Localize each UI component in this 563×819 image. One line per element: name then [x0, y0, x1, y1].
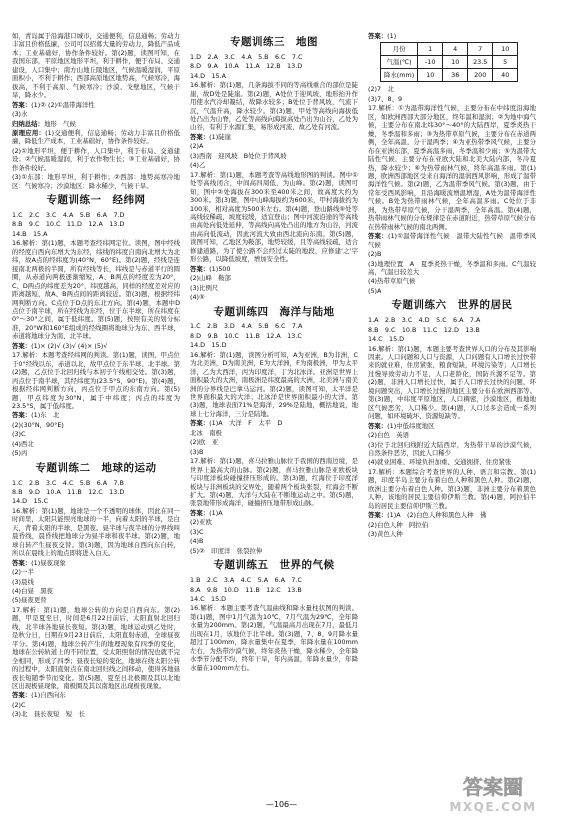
answer-line	[368, 232, 536, 249]
answer-line: (5)② 印度洋 张裂拉伸	[190, 546, 263, 555]
answer-key-row: 8.B 9.C 10.C 11.D 12.A 13.D	[12, 220, 125, 229]
answer-text: (1)	[387, 32, 397, 40]
paragraph: (3)①东部：地形平坦，利于耕作；②西部：地势高寒冷地区：气候寒冷；沙漠地区：降水稀少，气候干旱。	[12, 173, 180, 190]
climate-table	[380, 42, 518, 82]
page-number: —106—	[265, 800, 298, 809]
answer-line: (2)7 北	[368, 85, 394, 94]
answer-key-row: 1.A 2.B 3.C 4.D 5.C 6.A 7.A	[368, 316, 481, 325]
answer-line: (5)A	[368, 286, 382, 295]
answer-text: (1)× (2)√ (3)√ (4)× (5)√	[31, 341, 108, 350]
section-heading: 专题训练一 经纬网	[46, 194, 146, 207]
answer-line	[12, 691, 180, 699]
answer-key-row: 14.D 15.A	[190, 71, 227, 80]
answer-key-row: 14.B 15.A	[12, 229, 48, 238]
answer-key-row: 14.C 15.D	[368, 335, 405, 344]
answer-line: (3)比例尺	[190, 283, 219, 292]
table-cell: 1	[418, 43, 443, 56]
answer-line	[190, 419, 358, 427]
answer-text: (1)东 北	[31, 411, 60, 420]
answer-line: 北冰 南极	[190, 428, 222, 437]
watermark-text: 答案圈	[463, 775, 523, 799]
answer-line: (4)西北	[12, 439, 34, 448]
analysis-paragraph: 17.解析：第(1)题，喜马拉雅山脉位于我国的西南边境，是世界上最高大的山脉。第(2)题，喜马拉雅山脉是亚欧板块与印度洋板块碰撞挤压形成的。第(3)题，红海位于印度洋板块与非洲板块的交界处，随着两个板块张裂，红海会不断扩大。第(4)题，大洋与大陆在不断地运动之中。第(5)题，张裂地带形成海洋，碰撞挤压地带形成山脉。	[190, 457, 358, 508]
answer-line: (2)B	[368, 250, 382, 259]
answer-key-row: 1.C 2.B 3.C 4.C 5.B 6.A 7.B	[12, 478, 124, 487]
answer-label: 答案：	[368, 511, 388, 520]
answer-line	[190, 509, 358, 517]
answer-line	[12, 411, 180, 419]
answer-label: 答案：	[12, 411, 32, 420]
answer-label: 答案：	[12, 100, 32, 109]
answer-line: (4)⑤	[190, 293, 205, 302]
table-cell: 10	[493, 43, 518, 56]
summary-label: 归纳总结：	[12, 119, 44, 128]
answer-label: 答案：	[190, 419, 210, 428]
answer-label: 答案：	[190, 132, 210, 141]
answer-line: (5)昼夜更替	[12, 596, 47, 605]
answer-line	[12, 559, 180, 567]
answer-label: 答案：	[190, 264, 210, 273]
table-cell: 降水(mm)	[381, 69, 418, 82]
analysis-paragraph: 17.解析：本题综合考查世界的人种、语言和宗教。第(1)题，印度半岛主要分布着白色人种和黑色人种。第(2)题，欧洲主要分布着白色人种。第(3)题，非洲主要分布着黑色人种，该地的居民主要信仰伊斯兰教。第(4)题，阿拉伯半岛的居民主要信仰伊斯兰教。	[368, 467, 536, 510]
answer-line: (5)丙	[12, 449, 28, 458]
principle-text: (1)交通便利，信息通畅；劳动力丰富且价格低廉，降低生产成本，工业基础好，协作条件较好。	[12, 128, 181, 146]
answer-label: 答案：	[12, 341, 32, 350]
section-heading: 专题训练五 世界的气候	[213, 559, 335, 572]
answer-line	[12, 101, 180, 109]
answer-text: (1)② (2)①温带海洋性	[31, 100, 95, 109]
answer-label: 答案：	[190, 508, 210, 517]
analysis-paragraph: 16.解析：第(1)题，几条海拔不同的等高线重合的部位是陡崖，故D处是陡崖。第(2)题，A处位于迎风坡，地形抬升作用使水汽冷却凝结，故降水较多；B处位于背风坡，气流下沉，气温升高，降水较少。第(3)题，甲处等高线向海拔低处凸出为山脊，乙处等高线向海拔高处凸出为山谷，乙处为山谷，有利于水源汇集，易形成河流，故乙处有河流。	[190, 81, 358, 132]
answer-line	[12, 342, 180, 350]
summary-line	[12, 120, 180, 128]
answer-text: (1)陡崖	[209, 132, 232, 141]
answer-line	[368, 32, 536, 40]
table-cell: 5	[493, 56, 518, 69]
summary-text: 地形 气候	[43, 119, 76, 128]
section-heading: 专题训练二 地球的运动	[35, 461, 157, 474]
table-row	[381, 43, 518, 56]
answer-key-row: 1.B 2.C 3.A 4.C 5.A 6.A 7.C	[190, 576, 302, 585]
answer-line: (3)地理位置 A 夏季炎热干燥，冬季温和多雨。C气温较高，气温日较差大	[368, 259, 536, 276]
answer-key-row: 8.D 9.A 10.A 11.A 12.B 13.D	[190, 62, 303, 71]
answer-text: (1)A	[209, 508, 223, 517]
answer-line	[368, 511, 536, 519]
answer-key-row: 8.B 9.C 10.B 11.C 12.D 13.B	[368, 325, 480, 334]
analysis-paragraph: 17.解析：①为温带海洋性气候，主要分布在中纬度沿海地区，如欧洲西部大部分地区，终年温和湿润；②为地中海气候，主要分布在南北纬30°～40°的大陆西岸，夏季炎热干燥，冬季温和多雨；③为热带草原气候，主要分布在赤道两侧，全年高温，分干湿两季；④为亚热带季风气候，主要分布在亚洲东部，夏季高温多雨，冬季温和少雨；⑤为温带大陆性气候，主要分布在亚欧大陆和北美大陆内部，冬冷夏热，降水较少；⑥为热带雨林气候，终年高温多雨。第(1)题，欧洲西部地区受来自海洋的湿润西风影响，形成了温带海洋性气候。第(2)题，乙为温带季风气候。第(3)题，由于常年受西风影响，且沿海暖流增温增湿，A处为温带海洋性气候。B处为热带雨林气候，全年高温多雨。C处位于非洲，为热带草原气候，分干湿两季，全年高温。第(4)题，热带雨林气候的分布规律是在赤道附近，热带草原气候分布在热带雨林气候的南北两侧。	[368, 104, 536, 231]
paragraph: (2)①地形平坦，便于耕作，人口集中，利于布局、交通建设；②气候温暖湿润，利于农作物生长；③工业基础好，协作条件较好。	[12, 146, 180, 172]
answer-line: (2)一半	[12, 568, 34, 577]
table-cell: 月份	[381, 43, 418, 56]
answer-line: (2)C	[12, 700, 26, 709]
answer-key-row: 8.D 9.B 10.C 11.B 12.A 13.C	[190, 331, 302, 340]
table-cell: 200	[468, 69, 493, 82]
watermark-url: MXQE.COM	[449, 800, 537, 814]
principle-line	[12, 129, 180, 146]
answer-text: (1)500	[209, 264, 231, 273]
answer-line: (4)白昼 黑夜	[12, 587, 54, 595]
analysis-paragraph: 16.解析：第(1)题，地球是一个不透明的球体，因此在同一时间里，太阳只能照亮地球的一半，向着太阳的半球，是白天，背着太阳的半球，是黑夜。昼半球与夜半球的分界线叫晨昏线，晨昏线把地球分为昼半球和夜半球。第(2)题，地球自转产生昼夜交替。第(3)题，因为地球自西向东自转，所以在晨线上的地点即将进入白天。	[12, 506, 180, 558]
answer-label: 答案：	[368, 421, 388, 430]
watermark-logo	[428, 772, 558, 816]
answer-line: (4)乙	[190, 161, 206, 170]
analysis-paragraph: 17.解析：第(1)题，地球公转的方向是自西向东。第(2)题，甲是夏至日，时间是6月22日前后，太阳直射北回归线，北半球各地昼长夜短。第(3)题，地球运动到乙处时，是秋分日，日期在9月23日前后，太阳直射赤道，全球昼夜平分。第(4)题，地球公转产生的地理现象有四季的变化，地球在公转轨道上的不同位置，受太阳照射的情况也就不完全相同，形成了四季；昼夜长短的变化，地球在绕太阳公转的过程中，太阳直射点在南北回归线之间移动，使得各地昼夜长短随季节而变化。第(5)题，夏至日北极圈及其以北地区出现极昼现象，南极圈及其以南地区出现极夜现象。	[12, 605, 180, 690]
answer-label: 答案：	[368, 232, 388, 241]
table-cell: 10	[418, 69, 443, 82]
table-cell: 气温(℃)	[381, 56, 418, 69]
table-cell: 10	[443, 56, 468, 69]
answer-line: (3)黄色人种	[368, 530, 403, 539]
answer-line	[368, 422, 536, 430]
table-cell: -10	[418, 56, 443, 69]
answer-key-row: 14.C 15.D	[190, 594, 227, 603]
principle-label: 原理应用：	[12, 128, 46, 137]
column-middle	[190, 32, 358, 673]
column-right	[368, 32, 536, 540]
answer-line: (3)位于北回归线附近大陆西岸，为热带干旱的沙漠气候，自然条件恶劣，因此人口稀少	[368, 440, 536, 457]
table-cell: 40	[493, 69, 518, 82]
answer-line: (2)A	[190, 142, 204, 151]
answer-line: (3)C	[190, 527, 204, 536]
section-heading: 专题训练六 世界的居民	[391, 299, 513, 312]
table-cell: 4	[443, 43, 468, 56]
analysis-paragraph: 16.解析：本题主要考查气温曲线和降水量柱状图的判读。第(1)题，图中1月气温为10℃，7月气温为29℃，全年降水量为200mm。第(2)题，气温最高月出现在7月，最低月出现在1月，该地位于北半球。第(3)题，7、8、9月降水量超过了100mm，降水量集中在夏季，年降水量在100mm左右，为热带沙漠气候，终年炎热干燥，降水稀少，全年降水季节分配不均，终年干旱，年内高温，年降水量少，年降水量在100mm左右。	[190, 604, 358, 672]
answer-line: (3)西南 迎风坡 B处位于背风坡	[190, 151, 287, 160]
answer-key-row: 1.C 2.B 3.D 4.A 5.B 6.C 7.A	[190, 322, 303, 331]
answer-key-row: 8.A 9.B 10.D 11.B 12.C 13.B	[190, 585, 302, 594]
section-heading: 专题训练四 海洋与陆地	[213, 305, 335, 318]
answer-key-row: 8.B 9.D 10.A 11.B 12.C 13.D	[12, 488, 125, 497]
analysis-paragraph: 17.解析：第(1)题，本题考查等高线地形图的判读。图中①处等高线闭合，中间高四周低，为山峰。第(2)题，读图可知，图中②处海拔在300米至400米之间，故高度大约为300米。第(3)题，图中山峰海拔约为600米，甲村海拔约为100米，相对高度为500米左右。第(4)题，登山路线⑤处等高线较稀疏，坡度较缓，适宜登山；图中河流沿途的等高线由高处向低处延伸，等高线向高处凸出的地方为山谷，河流由高向低流动，因此河流大致由西北流向东南。第(5)题，读图可知，乙地区为鞍部，地势较缓，且等高线较疏，适合修建道路，为了使公路不会经过太陡的地段，应修建'之'字形公路，以降低坡度，增加安全性。	[190, 170, 358, 264]
answer-line: (3)北 昼长夜短 短 长	[12, 710, 85, 719]
answer-line: (3)B	[190, 447, 204, 456]
answer-text: (1)中低纬度地区	[387, 421, 435, 430]
answer-line: (4)热带草原气候	[368, 277, 416, 286]
answer-text: (1)A 大洋 F 太平 D	[209, 419, 283, 428]
answer-line: (2)白色 英语	[368, 431, 410, 440]
section-heading: 专题训练三 地图	[230, 36, 318, 48]
answer-label: 答案：	[12, 691, 32, 700]
answer-text: (1)昼夜现象	[31, 558, 66, 567]
answer-line: (2)亚欧	[190, 518, 212, 527]
answer-text: (1)A (2)白色人种和黑色人种 佛	[387, 511, 487, 520]
answer-line: (2)欧 亚	[190, 438, 219, 447]
analysis-paragraph: 16.解析：第(1)题，读图分析可知，A为亚洲，B为非洲，C为北美洲，D为南美洲，E为大洋洲，F为南极洲，甲为太平洋，乙为大西洋，丙为印度洋，丁为北冰洋。亚洲是世界上面积最大的大洲，南极洲是纬度最高的大洲，北美洲与南美洲的分界线是巴拿马运河。第(2)题，读图可知，太平洋是世界面积最大的大洋；北冰洋是世界面积最小的大洋。第(3)题，地球表面71%是海洋，29%是陆地，概括地说，地球上七分海洋，三分是陆地。	[190, 350, 358, 418]
answer-text: (1)自西向东	[31, 691, 66, 700]
answer-label: 答案：	[368, 32, 388, 40]
answer-text: (1)①温带海洋性气候 温带大陆性气候 温带季风气候	[368, 232, 537, 249]
answer-line	[190, 265, 358, 273]
answer-key-row: 1.C 2.C 3.C 4.A 5.B 6.A 7.D	[12, 211, 125, 220]
answer-line	[190, 133, 358, 141]
answer-line: (3)7、8、9	[368, 94, 403, 103]
column-left	[12, 32, 180, 720]
answer-label: 答案：	[12, 558, 32, 567]
table-cell: 7	[468, 43, 493, 56]
analysis-paragraph: 17.解析：本题考查经纬网的判读。第(1)题，读图，甲点位于0°经线以东，赤道以北，故甲点位于东半球、北半球。第(2)题，乙点位于北回归线与本初子午线相交处。第(3)题，丙点位于南半球，其经纬度为(23.5°S，90°E)。第(4)题，根据经纬网判断方向，丙点位于甲点的东南方向。第(5)题，甲点纬度为30°N，属于中纬度；丙点的纬度为23.5°S，属于低纬度。	[12, 351, 180, 410]
answer-line: (4)B	[190, 537, 204, 546]
analysis-paragraph: 16.解析：第(1)题，本题主要考查世界人口的分布及其影响因素。人口问题和人口与资源，人口问题有人口增长过快带来的就业难，住房紧张，粮食短缺，环境污染等；人口增长过慢导致劳动力不足，人口老龄化，国防兵源不足等。第(2)题，非洲人口增长过快，属于人口增长过快的问题，环境问题突出，人口增长过慢的地区主要分布在欧洲西部等。第(3)题，中纬度平原地区，人口稠密，沙漠地区，极地地区气候恶劣，人口稀少。第(4)题，人口过多会造成一系列问题，如环境破坏、资源短缺等。	[368, 344, 536, 421]
answer-line: (2)山峰 鞍部	[190, 274, 232, 283]
answer-line: (3)水	[12, 110, 28, 119]
answer-line: (2)白色人种 阿拉伯	[368, 520, 429, 529]
answer-line: (3)C	[12, 430, 26, 439]
table-cell: 23.5	[468, 56, 493, 69]
answer-line: (3)晨线	[12, 577, 34, 586]
analysis-paragraph: 16.解析：第(1)题，本题考查经纬网定位。读图，图中经线的经度自西向东增大为东经，纬线的纬度自南向北增大为北纬，故A点的经纬度为(40°N，60°E)。第(2)题，经线是连接南北两极的半圆，所有经线等长，纬线是与赤道平行的圆圈，从赤道向两极逐渐缩短，A、B两点的经度差为20°，C、D两点的纬度差为20°，纬度越高，同样的经度差对应的距离越短，故A、B两点间的距离较近。第(3)题，根据经纬网判断方向。C点位于D点的东北方向。第(4)题，本题中D点位于南半球，所在经线为东经，位于东半球，所在纬度在0°～30°之间，属于低纬度。第(5)题，按照有关的划分标准，20°W和160°E组成的经线圈将地球分为东、西半球，赤道将地球分为南、北半球。	[12, 239, 180, 341]
table-cell: 36	[443, 69, 468, 82]
paragraph: 如，青岛属于沿海港口城市，交通便利，信息通畅；劳动力丰富且价格低廉，公司可以招募大量的劳动力，降低产品成本；工业基础好，协作条件较好。第(2)题，读图可知，在我国东部，平原地区地形平坦，利于耕作，便于布局、交通建设，人口集中；南方山地丘陵地区，气候温暖湿润，平原面积小，不利于耕作；西部高原地区地势高，气候寒冷，海拔高，不利于高原、气候寒冷；沙漠、戈壁地区，气候干旱，降水少。	[12, 32, 180, 100]
answer-key-row: 1.D 2.A 3.C 4.A 5.B 6.C 7.C	[190, 52, 303, 61]
answer-line: (4)就业困难、环境负担加重、交通拥挤、住房紧张	[368, 458, 512, 467]
table-row	[381, 56, 518, 69]
table-row	[381, 69, 518, 82]
answer-key-row: 14.D 15.C	[12, 497, 49, 506]
answer-key-row: 14.D 15.D	[190, 341, 227, 350]
answer-line: (2)(30°N，90°E)	[12, 420, 64, 429]
